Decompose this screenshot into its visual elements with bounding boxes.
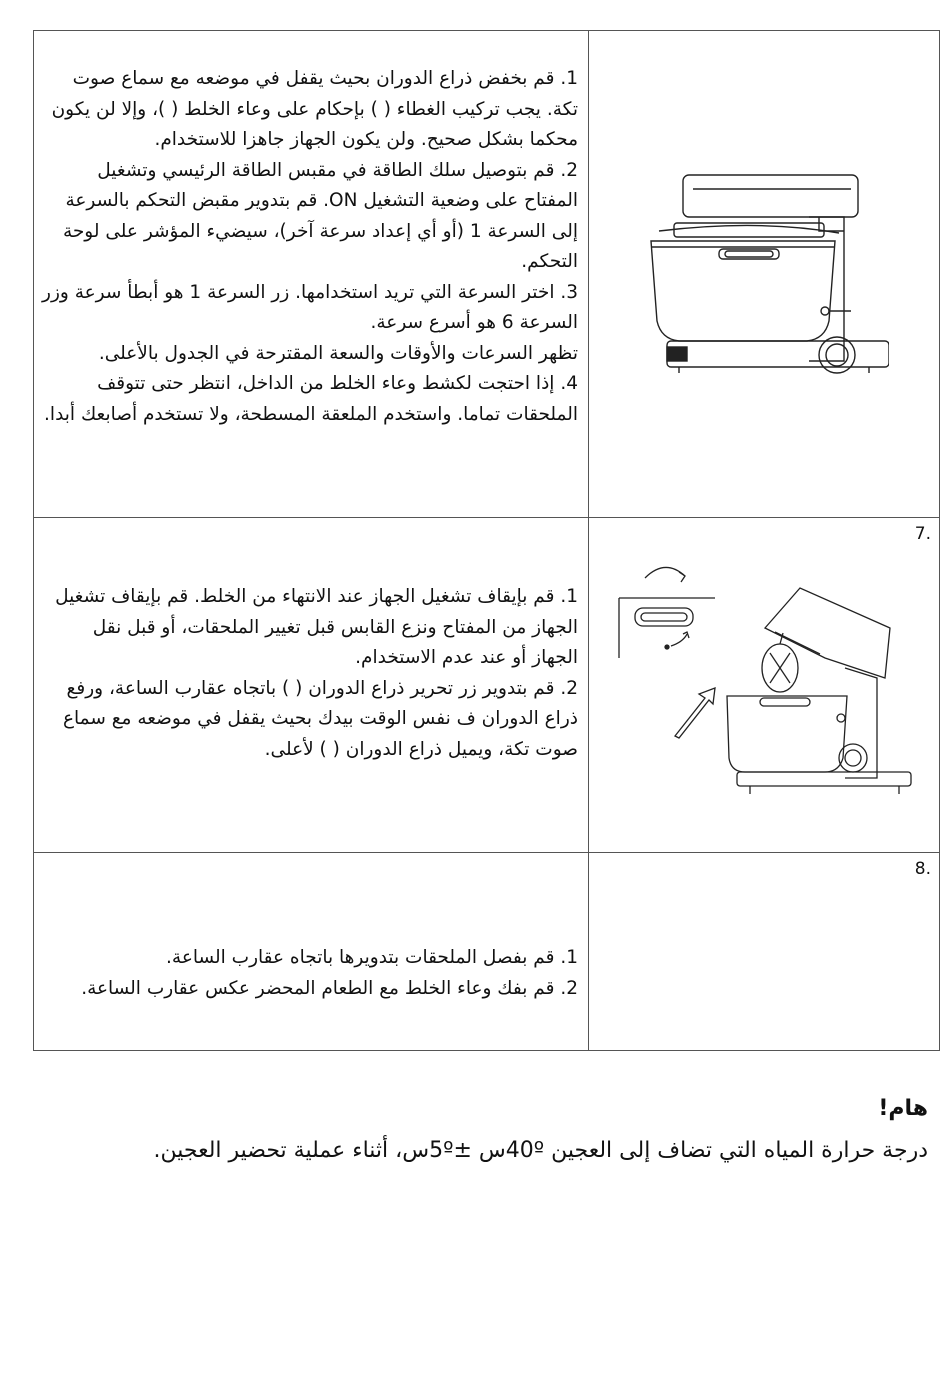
step-text: [34, 31, 588, 430]
table-row: [34, 853, 940, 1051]
instruction-line: 1. قم بفصل الملحقات بتدويرها باتجاه عقارب الساعة.: [166, 947, 578, 968]
step-image-cell: [589, 853, 940, 1051]
instructions-table: [33, 30, 940, 1051]
step-number: 8.: [914, 859, 931, 879]
instruction-line: 1. قم بخفض ذراع الدوران بحيث يقفل في موضعه مع سماع صوت تكة. يجب تركيب الغطاء ( ) بإحكام على وعاء الخلط ( )، وإلا لن يكون محكما بشكل صحيح. ولن يكون الجهاز جاهزا للاستخدام.: [51, 68, 578, 150]
instruction-line: 3. اختر السرعة التي تريد استخدامها. زر السرعة 1 هو أبطأ سرعة وزر السرعة 6 هو أسرع سرعة.: [42, 281, 578, 333]
instruction-line: 2. قم بتوصيل سلك الطاقة في مقبس الطاقة الرئيسي وتشغيل المفتاح على وضعية التشغيل ON. قم بتدوير مقبض التحكم بالسرعة إلى السرعة 1 (أو أي إعداد سرعة آخر)، سيضيء المؤشر على لوحة التحكم.: [62, 159, 578, 272]
step-text-cell: [34, 31, 589, 518]
step-image-cell: [589, 31, 940, 518]
table-row: [34, 518, 940, 853]
important-note-body: درجة حرارة المياه التي تضاف إلى العجين 40ºس ±5ºس، أثناء عملية تحضير العجين.: [153, 1138, 928, 1163]
important-note-title: هام!: [878, 1096, 928, 1121]
step-text-cell: [34, 853, 589, 1051]
step-text: [34, 518, 588, 765]
stand-mixer-bowl-locked-illustration: [639, 171, 889, 381]
instruction-line: 4. إذا احتجت لكشط وعاء الخلط من الداخل، انتظر حتى تتوقف الملحقات تماما. واستخدم الملعقة المسطحة، ولا تستخدم أصابعك أبدا.: [44, 373, 578, 425]
instruction-line: 2. قم بفك وعاء الخلط مع الطعام المحضر عكس عقارب الساعة.: [81, 977, 578, 999]
instruction-line: تظهر السرعات والأوقات والسعة المقترحة في الجدول بالأعلى.: [98, 342, 578, 364]
stand-mixer-head-raised-illustration: [615, 558, 915, 798]
step-image-cell: [589, 518, 940, 853]
instruction-line: 1. قم بإيقاف تشغيل الجهاز عند الانتهاء من الخلط. قم بإيقاف تشغيل الجهاز من المفتاح ونزع القابس قبل تغيير الملحقات، أو قبل نقل الجهاز أو عند عدم الاستخدام.: [55, 586, 578, 668]
step-text-cell: [34, 518, 589, 853]
step-number: 7.: [914, 524, 931, 544]
step-text: [34, 853, 588, 1004]
table-row: [34, 31, 940, 518]
instruction-line: 2. قم بتدوير زر تحرير ذراع الدوران ( ) باتجاه عقارب الساعة، ورفع ذراع الدوران ف نفس الوقت بيدك بحيث يقفل في موضعه مع سماع صوت تكة، ويميل ذراع الدوران ( ) لأعلى.: [62, 677, 578, 760]
